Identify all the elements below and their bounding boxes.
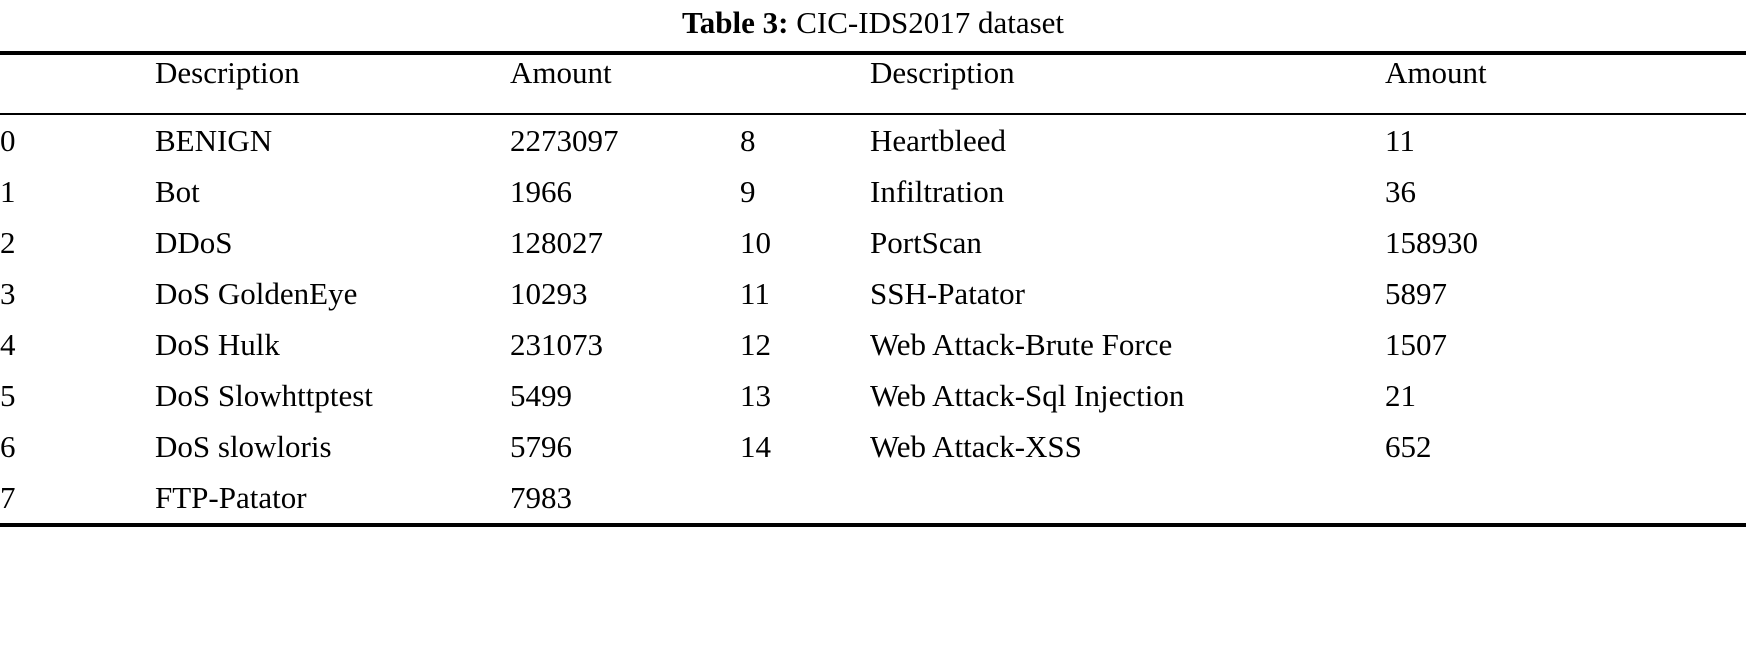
cell-description-right: Web Attack-Sql Injection <box>870 378 1185 414</box>
cell-description-left: DoS Slowhttptest <box>155 378 373 414</box>
cell-index-left: 3 <box>0 276 16 312</box>
rule-cell <box>155 525 510 541</box>
cell-index-left: 4 <box>0 327 16 363</box>
cell-amount-right <box>1385 472 1746 525</box>
cell-description-left: FTP-Patator <box>155 480 307 516</box>
cell-index-left: 6 <box>0 429 16 465</box>
cell-description-right: PortScan <box>870 225 982 261</box>
rule-cell <box>740 525 870 541</box>
rule-cell <box>510 525 740 541</box>
cell-description-left: Bot <box>155 174 200 210</box>
caption-text: CIC-IDS2017 dataset <box>796 5 1065 40</box>
cell-index-right: 9 <box>740 174 756 210</box>
cell-amount-left: 5796 <box>510 429 572 465</box>
cell-index-right: 8 <box>740 114 870 166</box>
cell-amount-right: 1507 <box>1385 327 1447 363</box>
cell-description-right: Web Attack-Brute Force <box>870 327 1173 363</box>
cell-amount-right: 36 <box>1385 174 1416 210</box>
rule-cell <box>1385 525 1746 541</box>
rule-cell <box>0 525 155 541</box>
cell-amount-left: 1966 <box>510 174 572 210</box>
cell-description-left: DDoS <box>155 225 233 261</box>
header-description-right: Description <box>870 53 1385 114</box>
cell-amount-left: 10293 <box>510 276 588 312</box>
cell-index-right: 13 <box>740 378 771 414</box>
table-row <box>0 421 1746 472</box>
cell-description-right: Heartbleed <box>870 114 1385 166</box>
cell-amount-left: 7983 <box>510 480 572 516</box>
header-description-left: Description <box>155 53 510 114</box>
cell-amount-right: 158930 <box>1385 225 1478 261</box>
cell-description-right: SSH-Patator <box>870 276 1025 312</box>
table-row <box>0 166 1746 217</box>
cell-index-right: 10 <box>740 225 771 261</box>
cell-description-left: DoS GoldenEye <box>155 276 358 312</box>
header-amount-left: Amount <box>510 53 740 114</box>
cell-index-left: 0 <box>0 114 155 166</box>
cell-index-left: 1 <box>0 174 16 210</box>
header-index-left <box>0 53 155 114</box>
rule-cell <box>870 525 1385 541</box>
cell-amount-right: 652 <box>1385 429 1432 465</box>
table-row <box>0 268 1746 319</box>
cell-amount-left: 231073 <box>510 327 603 363</box>
cell-index-right <box>740 472 870 525</box>
cell-description-left: BENIGN <box>155 114 510 166</box>
caption-label: Table 3: <box>681 5 789 40</box>
table-caption <box>0 0 1746 51</box>
cell-description-right <box>870 472 1385 525</box>
cell-amount-right: 11 <box>1385 114 1746 166</box>
cell-amount-left: 2273097 <box>510 114 740 166</box>
header-index-right <box>740 53 870 114</box>
table-row <box>0 319 1746 370</box>
cell-description-right: Web Attack-XSS <box>870 429 1082 465</box>
cell-index-left: 5 <box>0 378 16 414</box>
cell-amount-left: 128027 <box>510 225 603 261</box>
cell-index-right: 14 <box>740 429 771 465</box>
cell-description-right: Infiltration <box>870 174 1005 210</box>
cell-description-left: DoS slowloris <box>155 429 332 465</box>
cell-amount-left: 5499 <box>510 378 572 414</box>
cell-index-right: 11 <box>740 276 770 312</box>
table-row <box>0 370 1746 421</box>
cell-description-left: DoS Hulk <box>155 327 280 363</box>
cell-amount-right: 21 <box>1385 378 1416 414</box>
table-header-row <box>0 53 1746 114</box>
table-row <box>0 114 1746 166</box>
cell-amount-right: 5897 <box>1385 276 1447 312</box>
header-amount-right: Amount <box>1385 53 1746 114</box>
dataset-table <box>0 51 1746 541</box>
cell-index-left: 2 <box>0 225 16 261</box>
table-bottom-rule <box>0 525 1746 541</box>
table-row <box>0 217 1746 268</box>
cell-index-left: 7 <box>0 480 16 516</box>
cell-index-right: 12 <box>740 327 771 363</box>
